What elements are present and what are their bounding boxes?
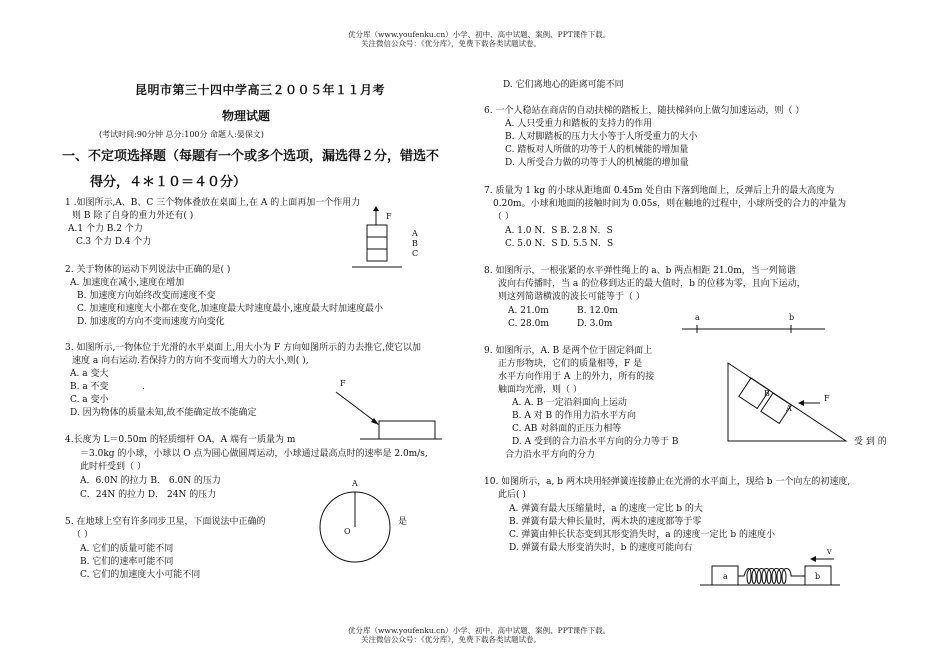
q1-block-a [367, 225, 387, 237]
q1-line-1: 1 .如图所示,A、B、C 三个物体叠放在桌面上,在 A 的上面再加一个作用力 [65, 198, 361, 208]
q10-velocity-arrowhead [810, 556, 816, 562]
q7-options-ab: A. 1.0 N．S B. 2.8 N．S [505, 226, 613, 236]
q9-incline-figure [720, 345, 850, 445]
q8-option-a: A. 21.0m [508, 306, 549, 316]
q10-option-c: C. 弹簧由伸长状态变到其形变消失时，a 的速度一定比 b 的速度小 [509, 530, 775, 540]
q1-label-a: A [412, 229, 418, 238]
q2-option-a: A. 加速度在减小,速度在增加 [70, 278, 185, 288]
q9-option-d-tail: 受 到 的 [854, 437, 887, 447]
q1-block-b [367, 237, 387, 249]
header-line-1: 优分库（www.youfenku.cn）小学、初中、高中试题、案例、PPT课件下载。 [348, 30, 611, 39]
footer-line-1: 优分库（www.youfenku.cn）小学、初中、高中试题、案例、PPT课件下载。 [348, 626, 611, 635]
q3-block [379, 421, 435, 439]
q2-option-c: C. 加速度和速度大小都在变化,加速度最大时速度最小,速度最大时加速度最小 [77, 304, 384, 314]
q1-line-2: 则 B 除了自身的重力外还有( ) [72, 211, 194, 221]
q1-stacked-blocks-figure [340, 205, 420, 275]
exam-subject: 物理试题 [222, 109, 271, 123]
q10-line-2: 此后( ) [498, 490, 526, 500]
q10-line-1: 10. 如图所示，a, b 两木块用轻弹簧连接静止在光滑的水平面上，现给 b 一个向左的初速度, [484, 477, 851, 487]
q10-label-a: a [723, 572, 728, 581]
q1-label-b: B [412, 239, 418, 248]
q7-line-3: （ ） [493, 212, 514, 222]
q10-option-b: B. 弹簧有最大伸长量时，两木块的速度都等于零 [509, 517, 702, 527]
q9-option-d: D. A 受到的合力沿水平方向的分力等于 B [512, 437, 679, 447]
q2-option-d: D. 加速度的方向不变而速度方向变化 [77, 317, 225, 327]
q10-option-d: D. 弹簧有最大形变消失时，b 的速度可能向右 [509, 543, 693, 553]
q3-line-2: 速度 a 向右运动.若保持力的方向不变而增大力的大小,则( ), [72, 356, 309, 366]
exam-info: (考试时间:90分钟 总分:100分 命题人:晏保文) [99, 130, 264, 139]
q9-label-b: B [764, 389, 770, 398]
q3-option-b: B. a 不变 [70, 382, 109, 392]
q4-circular-motion-figure [318, 476, 393, 566]
q9-line-4: 触面均光滑，则（ ） [498, 385, 582, 395]
q4-options-cd: C．24N 的拉力 D． 24N 的压力 [80, 490, 217, 500]
q5-option-b: B. 它们的速率可能不同 [80, 557, 174, 567]
q8-option-b: B. 12.0m [577, 306, 618, 316]
q3-push-block-figure [330, 376, 445, 446]
q3-line-1: 3. 如图所示,一物体位于光滑的水平桌面上,用大小为 F 方向如图所示的力去推它,使它以加 [65, 343, 421, 353]
q3-dot: . [142, 382, 145, 392]
q4-label-a: A [352, 479, 358, 488]
q7-options-cd: C. 5.0 N．S D. 5.5 N．S [505, 239, 614, 249]
exam-title: 昆明市第三十四中学高三２００５年１１月考 [135, 83, 386, 97]
header-line-2: 关注微信公众号：《优分库》，免费下载各类试题试卷。 [361, 39, 541, 48]
q9-option-b: B. A 对 B 的作用力沿水平方向 [512, 411, 637, 421]
q3-option-c: C. a 变小 [70, 395, 109, 405]
q6-option-a: A. 人只受重力和踏板的支持力的作用 [505, 119, 653, 129]
q6-option-c: C. 踏板对人所做的功等于人的机械能的增加量 [505, 145, 689, 155]
section-heading-line-2: 得分，４＊１０＝４０分） [90, 175, 247, 190]
q10-spring [738, 569, 805, 584]
q5-option-a: A. 它们的质量可能不同 [80, 544, 174, 554]
q5-option-d: D. 它们离地心的距离可能不同 [503, 80, 624, 90]
q8-option-d: D. 3.0m [577, 319, 613, 329]
q1-options-cd: C.3 个力 D.4 个力 [76, 237, 152, 247]
q9-line-2: 正方形物块，它们的质量相等，F 是 [498, 359, 643, 369]
section-heading-line-1: 一、不定项选择题（每题有一个或多个选项，漏选得２分，错选不 [62, 149, 440, 164]
q4-line-1: 4.长度为 L＝0.50m 的轻质细杆 OA，A 端有一质量为 m [65, 435, 296, 445]
q8-line-1: 8. 如图所示，一根张紧的水平弹性绳上的 a、b 两点相距 21.0m，当一列简谐 [484, 266, 796, 276]
q9-option-c: C. AB 对斜面的正压力相等 [512, 424, 622, 434]
q2-stem: 2. 关于物体的运动下列说法中正确的是( ) [65, 265, 231, 275]
footer-line-2: 关注微信公众号：《优分库》，免费下载各类试题试卷。 [361, 635, 541, 644]
q1-label-c: C [412, 249, 419, 258]
q4-line-3: 此时杆受到（ ） [80, 462, 146, 472]
q8-label-b: b [789, 313, 795, 322]
q3-force-arrow [336, 392, 377, 423]
q5-paren: （ ） [72, 530, 93, 540]
q9-label-a: A [786, 404, 792, 413]
q1-force-arrowhead [373, 206, 379, 211]
q6-option-d: D. 人所受合力做的功等于人的机械能的增加量 [505, 158, 689, 168]
q1-label-f: F [386, 212, 392, 221]
q8-option-c: C. 28.0m [508, 319, 549, 329]
q1-block-c [367, 249, 387, 261]
q5-stem-tail: 是 [398, 517, 408, 527]
q8-rope-figure [680, 312, 830, 334]
q6-option-b: B. 人对脚踏板的压力大小等于人所受重力的大小 [505, 132, 698, 142]
q5-stem: 5. 在地球上空有许多同步卫星，下面说法中正确的 [65, 517, 266, 527]
q4-label-o: O [344, 527, 351, 536]
q9-line-1: 9. 如图所示，A. B 是两个位于固定斜面上 [484, 346, 653, 356]
q3-option-d: D. 因为物体的质量未知,故不能确定故不能确定 [70, 408, 257, 418]
q6-stem: 6. 一个人稳站在商店的自动扶梯的踏板上，随扶梯斜向上做匀加速运动，则（ ） [484, 106, 805, 116]
q3-option-a: A. a 变大 [70, 369, 109, 379]
q10-label-v: v [827, 547, 832, 556]
q8-label-a: a [695, 313, 700, 322]
q9-force-arrowhead [798, 400, 804, 406]
q9-label-f: F [824, 394, 830, 403]
q4-line-2: ＝3.0kg 的小球，小球以 O 点为圆心做圆周运动，小球通过最高点时的速率是 2.0m/s, [80, 449, 428, 459]
q1-options-ab: A.1 个力 B.2 个力 [68, 224, 143, 234]
q8-line-2: 波向右传播时，当 a 的位移到达正的最大值时，b 的位移为零，且向下运动， [498, 279, 806, 289]
q9-option-d-line-2: 合力沿水平方向的分力 [505, 450, 596, 460]
q2-option-b: B. 加速度方向始终改变而速度不变 [77, 291, 216, 301]
q3-label-f: F [340, 379, 346, 388]
q4-options-ab: A．6.0N 的拉力 B． 6.0N 的压力 [80, 476, 221, 486]
q10-label-b: b [815, 572, 821, 581]
q10-option-a: A. 弹簧有最大压缩量时，a 的速度一定比 b 的大 [509, 504, 703, 514]
q7-line-2: 0.20m。小球和地面的接触时间为 0.05s，则在触地的过程中，小球所受的合力的冲量为 [493, 199, 847, 209]
q7-line-1: 7. 质量为 1 kg 的小球从距地面 0.45m 处自由下落到地面上，反弹后上升的最大高度为 [484, 186, 835, 196]
q10-spring-figure [700, 546, 840, 596]
q5-option-c: C. 它们的加速度大小可能不同 [80, 570, 201, 580]
q9-line-3: 水平方向作用于 A 上的外力，所有的接 [498, 372, 655, 382]
q9-option-a: A. A. B 一定沿斜面向上运动 [512, 398, 627, 408]
q8-line-3: 则这列简谐横波的波长可能等于（ ） [498, 292, 645, 302]
